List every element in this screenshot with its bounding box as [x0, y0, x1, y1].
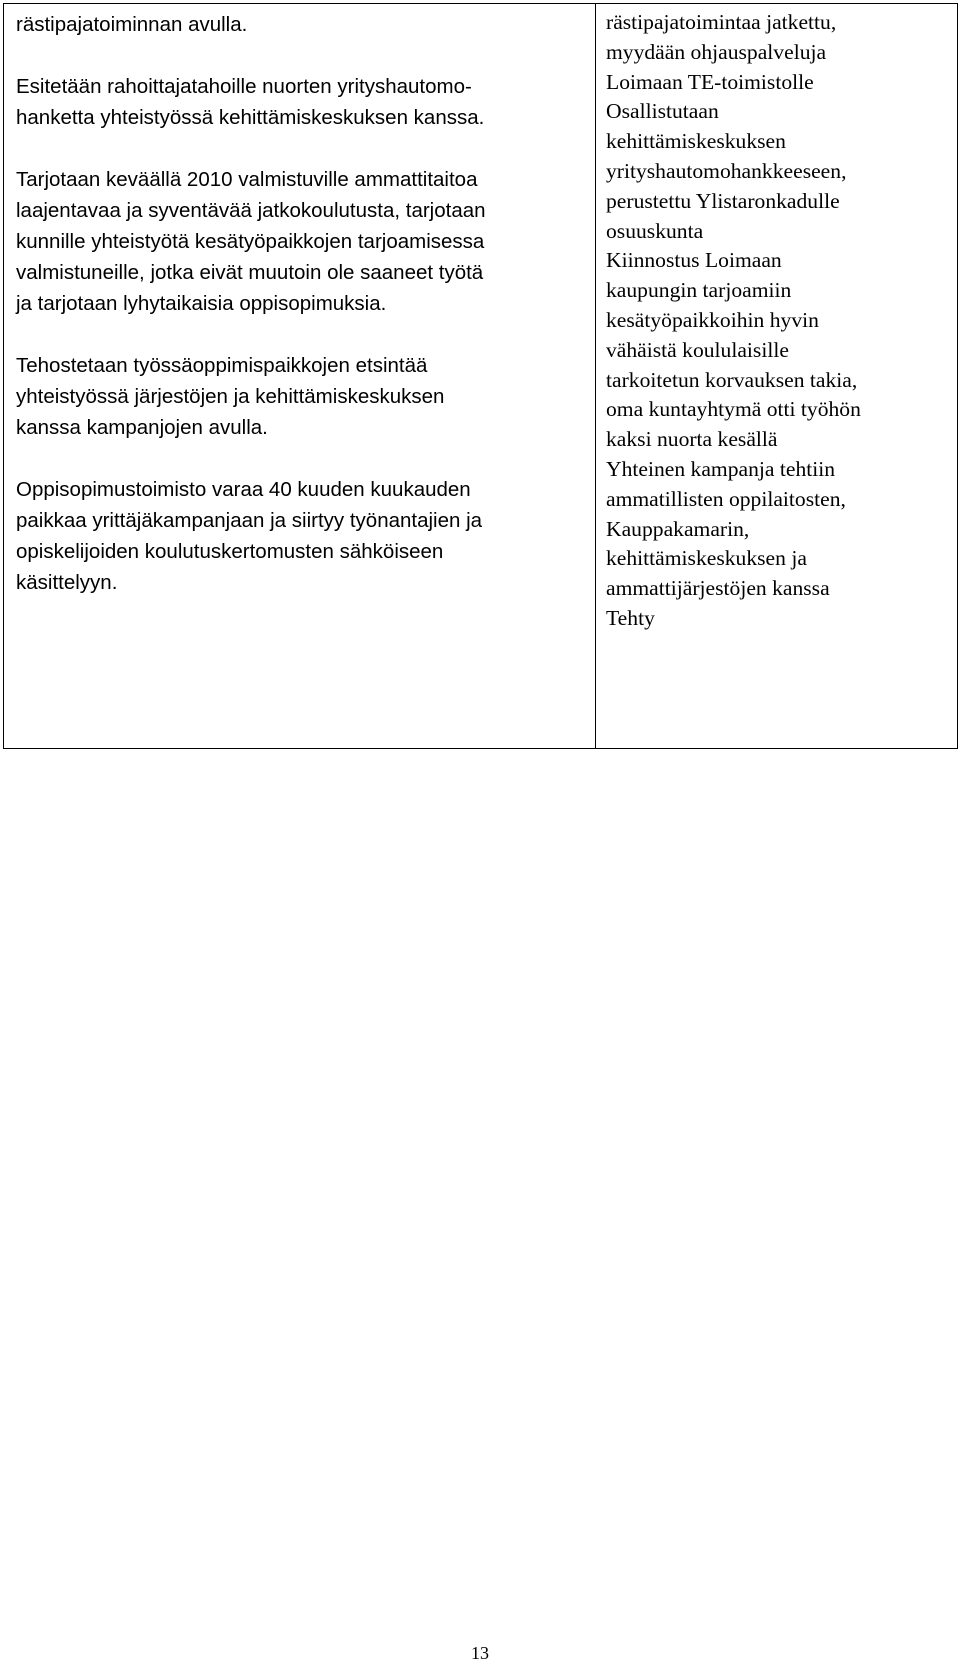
measure-paragraph: Tarjotaan keväällä 2010 valmistuville ammattitaitoa laajentavaa ja syventävää jatkokoulutusta, tarjotaan kunnille yhteistyötä kesätyöpaikkojen tarjoamisessa valmistuneille, jotka eivät muutoin ole saaneet työtä ja tarjotaan lyhytaikaisia oppisopimuksia. — [16, 168, 486, 315]
outcome-item: Kiinnostus Loimaan kaupungin tarjoamiin kesätyöpaikkoihin hyvin vähäistä koululaisille tarkoitetun korvauksen takia, oma kuntayhtymä otti työhön kaksi nuorta kesällä — [606, 248, 861, 452]
table-row — [4, 4, 958, 749]
outcome-item: Yhteinen kampanja tehtiin ammatillisten oppilaitosten, Kauppakamarin, kehittämiskeskuksen ja ammattijärjestöjen kanssa — [606, 456, 846, 601]
outcome-item: Tehty — [606, 605, 655, 630]
measure-paragraph: rästipajatoiminnan avulla. — [16, 13, 248, 36]
report-table — [3, 3, 958, 749]
outcome-item: rästipajatoimintaa jatkettu, myydään ohjauspalveluja Loimaan TE-toimistolle — [606, 10, 837, 94]
outcomes-cell — [596, 4, 958, 749]
measures-cell — [4, 4, 596, 749]
measure-paragraph: Esitetään rahoittajatahoille nuorten yrityshautomo- hanketta yhteistyössä kehittämiskeskuksen kanssa. — [16, 75, 485, 129]
page-number: 13 — [471, 1643, 489, 1663]
measure-paragraph: Tehostetaan työssäoppimispaikkojen etsintää yhteistyössä järjestöjen ja kehittämiskeskuksen kanssa kampanjojen avulla. — [16, 354, 445, 439]
outcome-item: Osallistutaan kehittämiskeskuksen yrityshautomohankkeeseen, perustettu Ylistaronkadulle osuuskunta — [606, 99, 847, 243]
measure-paragraph: Oppisopimustoimisto varaa 40 kuuden kuukauden paikkaa yrittäjäkampanjaan ja siirtyy työnantajien ja opiskelijoiden koulutuskertomusten sähköiseen käsittelyyn. — [16, 478, 483, 594]
